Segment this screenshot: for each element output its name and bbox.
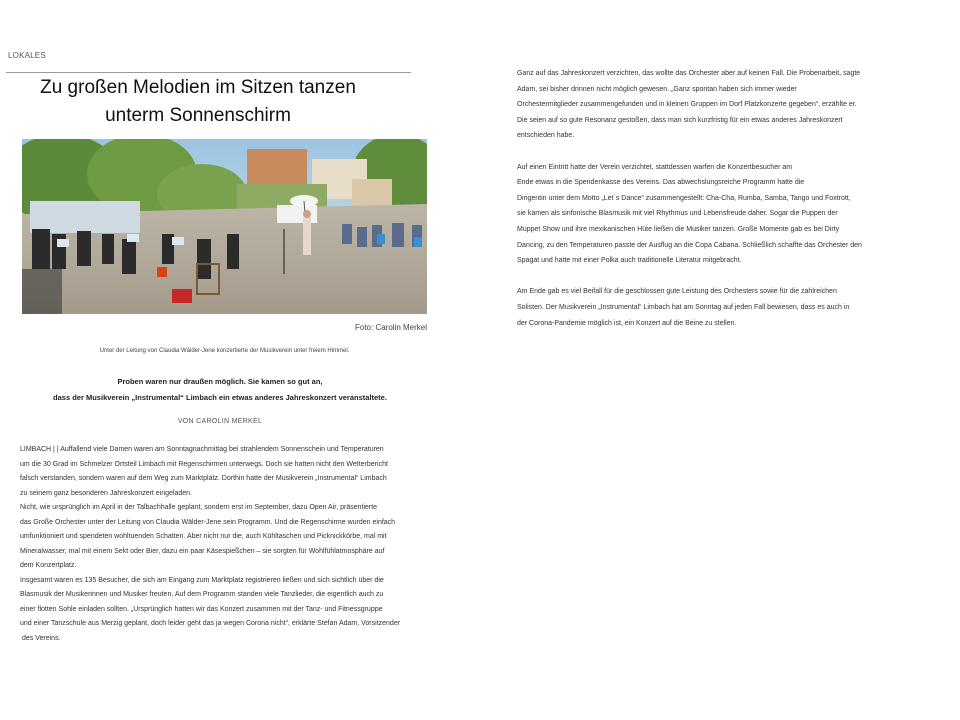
body-line: Mineralwasser, mal mit einem Sekt oder Bier, dazu ein paar Käsespießchen – sie sorgten für Wohlfühlatmosphäre auf xyxy=(20,547,385,555)
body-line: Die seien auf so gute Resonanz gestoßen, dass man sich kurzfristig für ein etwas anderes Jahreskonzert xyxy=(517,116,843,124)
photo-credit: Foto: Carolin Merkel xyxy=(355,323,428,332)
body-line: Insgesamt waren es 135 Besucher, die sich am Eingang zum Marktplatz registrieren ließen und sich sichtlich über die xyxy=(20,576,384,584)
lead-line-2: dass der Musikverein „Instrumental“ Limbach ein etwas anderes Jahreskonzert veranstaltete. xyxy=(53,393,387,402)
body-line: Auf einen Eintritt hatte der Verein verzichtet, stattdessen warfen die Konzertbesucher am xyxy=(517,163,793,171)
body-line: der Corona-Pandemie möglich ist, ein Konzert auf die Beine zu stellen. xyxy=(517,319,737,327)
body-line: LIMBACH | | Auffallend viele Damen waren am Sonntagnachmittag bei strahlendem Sonnenschein und Temperaturen xyxy=(20,446,384,453)
body-line: Spagat und hatte mit einer Polka auch traditionelle Literatur mitgebracht. xyxy=(517,257,742,265)
body-line: Ganz auf das Jahreskonzert verzichten, das wollte das Orchester aber auf keinen Fall. Die Probenarbeit, sagte xyxy=(517,70,861,77)
paragraph xyxy=(517,160,922,269)
body-line: zu seinem ganz besonderen Jahreskonzert eingeladen. xyxy=(20,489,193,497)
section-label: LOKALES xyxy=(8,51,46,60)
concert-photo-illustration xyxy=(22,139,427,314)
body-line: Adam, sei bisher drinnen nicht möglich gewesen. „Ganz spontan haben sich immer wieder xyxy=(517,85,797,93)
body-line: Solisten. Der Musikverein „Instrumental“ Limbach hat am Sonntag auf jeden Fall bewiesen, dass es auch in xyxy=(517,303,850,311)
body-line: das Große Orchester unter der Leitung von Claudia Wälder-Jene sein Programm. Und die Regenschirme wurden einfach xyxy=(20,518,396,526)
header-rule xyxy=(6,72,411,73)
body-line: und einer Tanzschule aus Merzig geplant, doch leider geht das ja wegen Corona nicht“, erklärte Stefan Adam, Vorsitzender xyxy=(20,620,401,627)
body-line: sie kamen als sinfonische Blasmusik mit viel Rhythmus und Lebensfreude daher. Sogar die Puppen der xyxy=(517,210,838,218)
body-line: um die 30 Grad im Schmelzer Ortsteil Limbach mit Regenschirmen unterwegs. Doch sie hatten nicht den Wetterbericht xyxy=(20,460,388,468)
photo-caption: Unter der Leitung von Claudia Wälder-Jene konzertierte der Musikverein unter freiem Himmel. xyxy=(99,348,350,354)
article-lead xyxy=(22,374,418,406)
paragraph xyxy=(517,284,922,331)
body-line: dem Konzertplatz. xyxy=(20,562,77,569)
article-body-right xyxy=(517,66,922,347)
title-line-2: unterm Sonnenschirm xyxy=(105,105,291,126)
article-title xyxy=(20,74,376,130)
body-line: umfunktioniert und spendeten wohltuenden Schatten. Aber nicht nur die, auch Kühltaschen und Picknickkörbe, mal mit xyxy=(20,533,387,540)
body-line: Am Ende gab es viel Beifall für die geschlossen gute Leistung des Orchesters sowie für die zahlreichen xyxy=(517,288,837,296)
body-line: falsch verstanden, sondern waren auf dem Weg zum Marktplatz. Dorthin hatte der Musikverein „Instrumental“ Limbach xyxy=(20,475,387,482)
body-line: Ende etwas in die Spendenkasse des Vereins. Das abwechslungsreiche Programm hatte die xyxy=(517,179,805,187)
body-line: Orchestermitglieder zusammengefunden und in kleinen Gruppen im Dorf Platzkonzerte gegeben“, erzählte er. xyxy=(517,101,857,109)
body-line: Dancing, zu den Temperaturen passte der Ausflug an die Copa Cabana. Schließlich schaffte das Orchester den xyxy=(517,241,862,249)
paragraph xyxy=(517,66,922,144)
body-line: Muppet Show und ihre mexikanischen Hüte ließen die Musiker tanzen. Große Momente gab es bei Dirty xyxy=(517,225,840,233)
title-line-1: Zu großen Melodien im Sitzen tanzen xyxy=(40,77,356,98)
article-body-left xyxy=(20,443,475,646)
body-line: entschieden habe. xyxy=(517,132,575,140)
body-line: Nicht, wie ursprünglich im April in der Talbachhalle geplant, sondern erst im September, dazu Open Air, präsentierte xyxy=(20,504,378,511)
body-line: Dirigentin unter dem Motto „Let´s Dance“ zusammengestellt: Cha-Cha, Rumba, Samba, Tango und Foxtrott, xyxy=(517,194,851,202)
body-line: des Vereins. xyxy=(22,634,61,642)
body-line: Blasmusik der Musikerinnen und Musiker freuten. Auf dem Programm standen viele Tanzlieder, die eigentlich auch zu xyxy=(20,591,384,598)
body-line: einer flotten Sohle einladen sollten. „Ursprünglich hatten wir das Konzert zusammen mit der Tanz- und Fitnessgruppe xyxy=(20,605,383,613)
byline: VON CAROLIN MERKEL xyxy=(177,418,263,425)
lead-line-1: Proben waren nur draußen möglich. Sie kamen so gut an, xyxy=(117,377,323,386)
article-photo xyxy=(22,139,427,314)
